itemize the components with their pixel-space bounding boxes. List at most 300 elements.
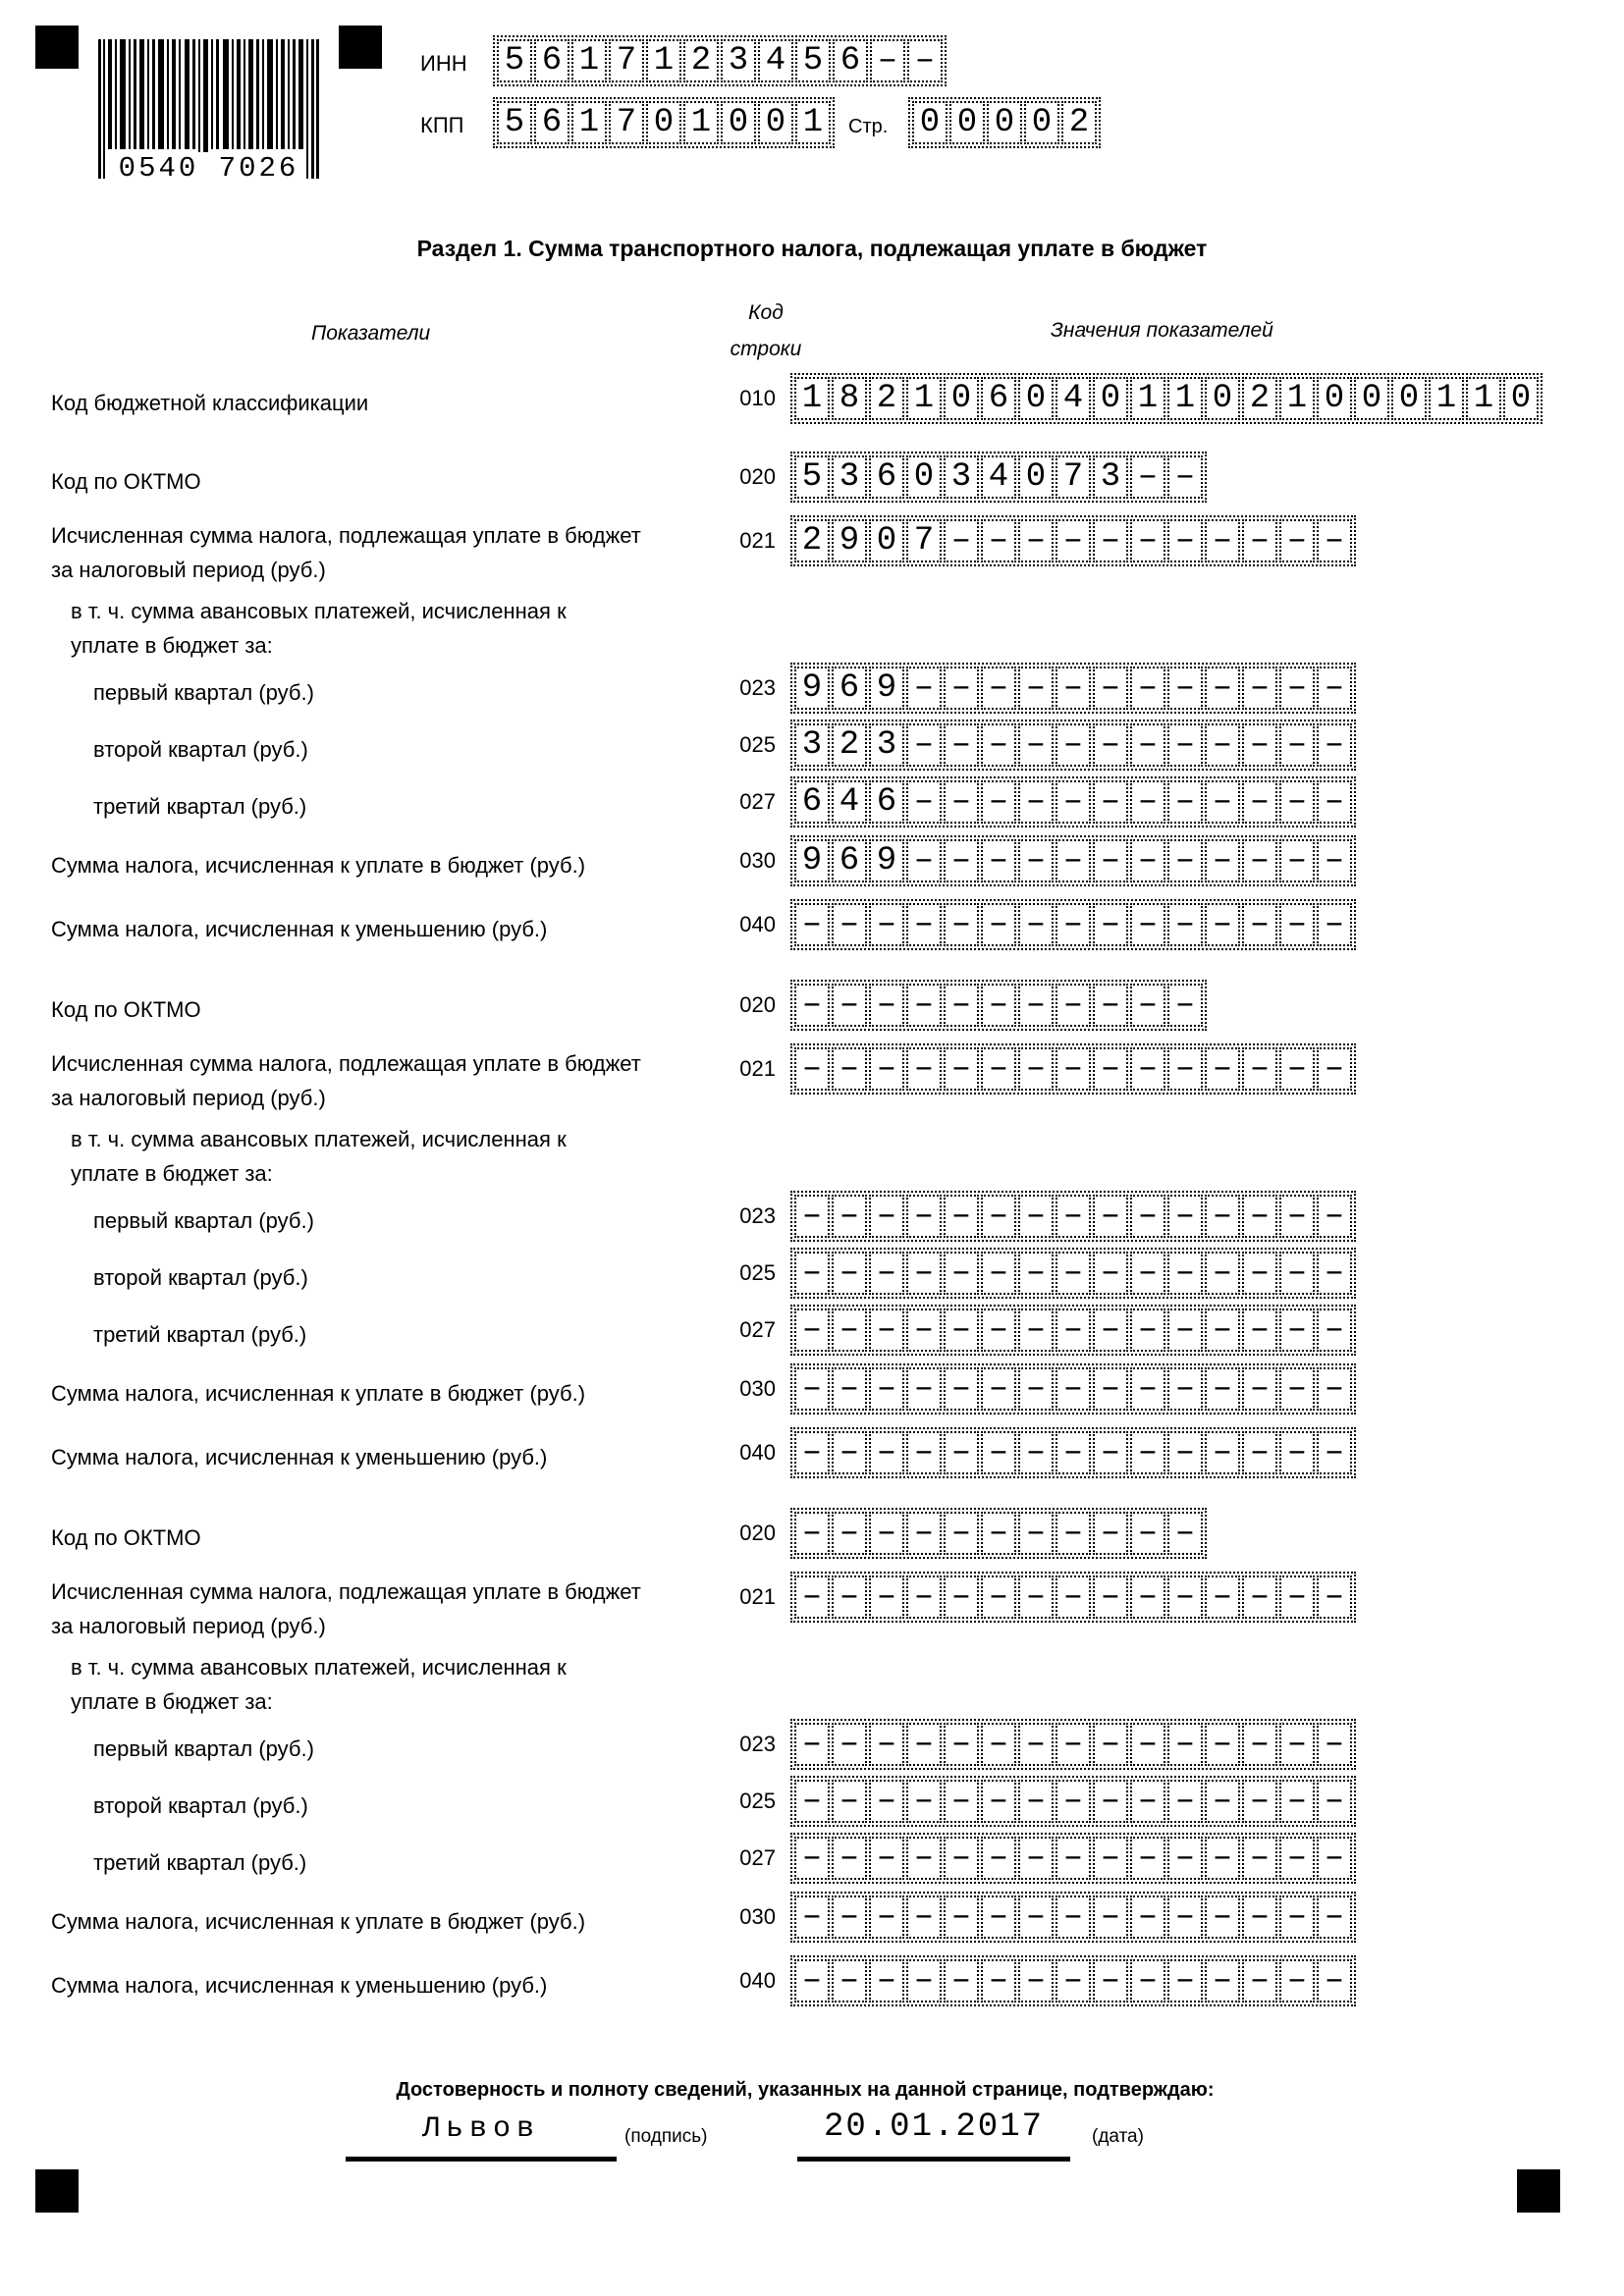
- char-cell: –: [1167, 1896, 1203, 1939]
- row-label: [51, 1968, 547, 2002]
- char-cell: –: [1242, 723, 1277, 767]
- char-cell: –: [1018, 1575, 1054, 1619]
- line-code: 020: [739, 464, 776, 489]
- char-cell: –: [1242, 903, 1277, 946]
- char-cell: –: [1317, 903, 1352, 946]
- row-label: [51, 1376, 585, 1411]
- char-cell: –: [1018, 1431, 1054, 1474]
- char-cell: –: [981, 1723, 1016, 1766]
- row-label-line: третий квартал (руб.): [93, 1322, 307, 1347]
- row-label-line: Сумма налога, исчисленная к уплате в бюджет (руб.): [51, 1909, 586, 1934]
- row-label: [93, 1732, 314, 1766]
- char-cell: –: [1056, 839, 1091, 882]
- form-barcode: [98, 39, 319, 185]
- char-cell: –: [1242, 1308, 1277, 1352]
- row-label-line: второй квартал (руб.): [93, 1265, 308, 1290]
- row-label: [51, 518, 641, 587]
- char-cell: 1: [794, 377, 830, 420]
- row-label-line: первый квартал (руб.): [93, 680, 314, 705]
- value-field-030: [790, 1363, 1356, 1415]
- char-cell: –: [1056, 1512, 1091, 1555]
- char-cell: –: [1056, 1837, 1091, 1880]
- char-cell: 3: [944, 455, 979, 499]
- char-cell: –: [944, 984, 979, 1027]
- char-cell: 9: [794, 839, 830, 882]
- char-cell: –: [981, 903, 1016, 946]
- value-field-020: [790, 452, 1207, 503]
- barcode-digits: [98, 152, 319, 185]
- row-label: [51, 1904, 585, 1939]
- char-cell: –: [1242, 519, 1277, 562]
- value-field-023: [790, 663, 1356, 714]
- row-label-line: уплате в бюджет за:: [71, 1689, 273, 1714]
- char-cell: –: [869, 1575, 904, 1619]
- char-cell: –: [1205, 903, 1240, 946]
- char-cell: –: [1167, 1575, 1203, 1619]
- column-header-values: Значения показателей: [1051, 319, 1273, 342]
- line-code: 040: [739, 912, 776, 936]
- value-field-023: [790, 1719, 1356, 1770]
- char-cell: 3: [832, 455, 867, 499]
- row-label-line: Код по ОКТМО: [51, 469, 201, 494]
- row-label: [51, 386, 368, 420]
- char-cell: –: [981, 1896, 1016, 1939]
- char-cell: –: [1093, 1575, 1128, 1619]
- kpp-label: КПП: [420, 113, 464, 137]
- char-cell: –: [1205, 1252, 1240, 1295]
- row-label-line: Исчисленная сумма налога, подлежащая уплате в бюджет: [51, 523, 641, 548]
- row-label-line: Исчисленная сумма налога, подлежащая уплате в бюджет: [51, 1579, 641, 1604]
- char-cell: –: [832, 903, 867, 946]
- char-cell: –: [1130, 667, 1165, 710]
- char-cell: 9: [869, 667, 904, 710]
- char-cell: –: [1205, 1959, 1240, 2002]
- char-cell: 6: [869, 780, 904, 824]
- char-cell: –: [944, 1367, 979, 1411]
- char-cell: –: [1242, 839, 1277, 882]
- char-cell: –: [1279, 839, 1315, 882]
- char-cell: –: [1093, 723, 1128, 767]
- char-cell: –: [1167, 903, 1203, 946]
- line-code: 023: [739, 1203, 776, 1228]
- char-cell: –: [981, 1431, 1016, 1474]
- char-cell: –: [869, 1959, 904, 2002]
- char-cell: –: [1205, 1047, 1240, 1091]
- char-cell: –: [1279, 1252, 1315, 1295]
- char-cell: 3: [1093, 455, 1128, 499]
- char-cell: 6: [534, 101, 569, 144]
- line-code: 020: [739, 1521, 776, 1545]
- char-cell: –: [1317, 1959, 1352, 2002]
- char-cell: –: [1130, 519, 1165, 562]
- char-cell: –: [1317, 1308, 1352, 1352]
- char-cell: 0: [1205, 377, 1240, 420]
- char-cell: –: [1167, 780, 1203, 824]
- char-cell: –: [981, 1367, 1016, 1411]
- column-header-indicators: Показатели: [311, 322, 431, 345]
- char-cell: –: [1130, 903, 1165, 946]
- char-cell: –: [1167, 1252, 1203, 1295]
- char-cell: –: [869, 1780, 904, 1823]
- char-cell: –: [1093, 1308, 1128, 1352]
- row-label-line: в т. ч. сумма авансовых платежей, исчисленная к: [71, 599, 567, 623]
- char-cell: –: [1317, 519, 1352, 562]
- char-cell: –: [1205, 1837, 1240, 1880]
- row-label: [71, 1650, 567, 1719]
- char-cell: 0: [1503, 377, 1539, 420]
- char-cell: –: [1167, 455, 1203, 499]
- char-cell: –: [1093, 1723, 1128, 1766]
- char-cell: –: [1205, 1575, 1240, 1619]
- char-cell: 8: [832, 377, 867, 420]
- char-cell: –: [1056, 1047, 1091, 1091]
- char-cell: –: [794, 984, 830, 1027]
- char-cell: –: [869, 1512, 904, 1555]
- char-cell: –: [1056, 780, 1091, 824]
- char-cell: 6: [869, 455, 904, 499]
- char-cell: 2: [794, 519, 830, 562]
- char-cell: –: [906, 903, 942, 946]
- char-cell: –: [1317, 1575, 1352, 1619]
- char-cell: –: [1279, 780, 1315, 824]
- value-field-021: [790, 515, 1356, 566]
- char-cell: –: [1205, 667, 1240, 710]
- line-code: 030: [739, 848, 776, 873]
- char-cell: –: [906, 1959, 942, 2002]
- char-cell: –: [1167, 984, 1203, 1027]
- column-header-line-code: [712, 294, 820, 367]
- char-cell: –: [944, 1252, 979, 1295]
- char-cell: –: [1317, 1431, 1352, 1474]
- char-cell: –: [981, 1575, 1016, 1619]
- char-cell: 4: [981, 455, 1016, 499]
- row-label-line: Сумма налога, исчисленная к уменьшению (руб.): [51, 1445, 548, 1469]
- char-cell: –: [1056, 723, 1091, 767]
- section-title: Раздел 1. Сумма транспортного налога, подлежащая уплате в бюджет: [416, 236, 1208, 261]
- char-cell: –: [832, 1308, 867, 1352]
- row-label: [51, 1521, 201, 1555]
- char-cell: –: [1167, 839, 1203, 882]
- char-cell: –: [944, 1959, 979, 2002]
- char-cell: 2: [1061, 101, 1097, 144]
- char-cell: –: [1130, 984, 1165, 1027]
- value-field-025: [790, 1776, 1356, 1827]
- value-field-027: [790, 1305, 1356, 1356]
- char-cell: –: [1093, 1837, 1128, 1880]
- char-cell: –: [906, 1431, 942, 1474]
- char-cell: –: [1130, 455, 1165, 499]
- row-label-line: Сумма налога, исчисленная к уплате в бюджет (руб.): [51, 853, 586, 878]
- char-cell: 3: [794, 723, 830, 767]
- line-code: 030: [739, 1904, 776, 1929]
- char-cell: 6: [833, 39, 868, 82]
- value-field-020: [790, 980, 1207, 1031]
- row-label-line: Код бюджетной классификации: [51, 391, 369, 415]
- char-cell: 1: [1279, 377, 1315, 420]
- char-cell: –: [1242, 1195, 1277, 1238]
- char-cell: –: [944, 1837, 979, 1880]
- char-cell: –: [1130, 1308, 1165, 1352]
- char-cell: –: [1093, 667, 1128, 710]
- char-cell: –: [1317, 839, 1352, 882]
- value-field-020: [790, 1508, 1207, 1559]
- char-cell: –: [1242, 1723, 1277, 1766]
- char-cell: –: [869, 1308, 904, 1352]
- char-cell: –: [869, 984, 904, 1027]
- char-cell: –: [906, 1252, 942, 1295]
- row-label-line: третий квартал (руб.): [93, 794, 307, 819]
- line-code: 027: [739, 1845, 776, 1870]
- row-label-line: за налоговый период (руб.): [51, 1614, 326, 1638]
- char-cell: –: [1317, 1780, 1352, 1823]
- char-cell: 1: [1429, 377, 1464, 420]
- row-label-line: Сумма налога, исчисленная к уменьшению (руб.): [51, 1973, 548, 1998]
- value-field-040: [790, 1427, 1356, 1478]
- char-cell: –: [1018, 1367, 1054, 1411]
- value-field-021: [790, 1572, 1356, 1623]
- row-label: [93, 1317, 306, 1352]
- char-cell: –: [832, 1195, 867, 1238]
- char-cell: 5: [497, 101, 532, 144]
- value-field-030: [790, 835, 1356, 886]
- char-cell: –: [1130, 1047, 1165, 1091]
- char-cell: –: [981, 1837, 1016, 1880]
- char-cell: –: [1056, 1723, 1091, 1766]
- char-cell: –: [1093, 1512, 1128, 1555]
- char-cell: –: [1167, 1195, 1203, 1238]
- char-cell: –: [1018, 723, 1054, 767]
- char-cell: –: [1130, 780, 1165, 824]
- char-cell: –: [944, 1431, 979, 1474]
- char-cell: –: [944, 839, 979, 882]
- char-cell: 2: [683, 39, 719, 82]
- signature-line: [346, 2157, 617, 2162]
- char-cell: –: [1167, 1367, 1203, 1411]
- char-cell: –: [906, 1308, 942, 1352]
- char-cell: –: [1130, 1780, 1165, 1823]
- char-cell: –: [944, 1308, 979, 1352]
- char-cell: –: [906, 1780, 942, 1823]
- row-label: [93, 1789, 308, 1823]
- char-cell: –: [1279, 1723, 1315, 1766]
- char-cell: –: [1056, 1252, 1091, 1295]
- char-cell: 7: [1056, 455, 1091, 499]
- char-cell: 0: [987, 101, 1022, 144]
- char-cell: –: [1056, 667, 1091, 710]
- char-cell: –: [981, 1959, 1016, 2002]
- char-cell: –: [832, 984, 867, 1027]
- char-cell: –: [906, 723, 942, 767]
- char-cell: –: [1317, 667, 1352, 710]
- char-cell: 0: [1093, 377, 1128, 420]
- row-label-line: уплате в бюджет за:: [71, 633, 273, 658]
- char-cell: 0: [646, 101, 681, 144]
- row-label: [93, 675, 314, 710]
- char-cell: –: [944, 1512, 979, 1555]
- char-cell: –: [870, 39, 905, 82]
- char-cell: –: [906, 839, 942, 882]
- signature-caption: (подпись): [624, 2126, 708, 2147]
- barcode-number: 0540 7026: [118, 152, 299, 185]
- char-cell: –: [1317, 723, 1352, 767]
- char-cell: –: [1056, 903, 1091, 946]
- char-cell: 0: [869, 519, 904, 562]
- char-cell: –: [944, 723, 979, 767]
- row-label-line: второй квартал (руб.): [93, 737, 308, 762]
- char-cell: –: [869, 1195, 904, 1238]
- char-cell: –: [906, 1367, 942, 1411]
- row-label: [93, 789, 306, 824]
- kpp-field: [493, 97, 835, 148]
- char-cell: –: [794, 1896, 830, 1939]
- line-code: 025: [739, 1789, 776, 1813]
- char-cell: –: [1317, 1195, 1352, 1238]
- char-cell: –: [794, 1308, 830, 1352]
- char-cell: –: [1056, 1308, 1091, 1352]
- page-number-label: Стр.: [848, 116, 889, 137]
- char-cell: –: [1205, 1896, 1240, 1939]
- value-field-040: [790, 899, 1356, 950]
- char-cell: –: [832, 1723, 867, 1766]
- row-label-line: за налоговый период (руб.): [51, 1086, 326, 1110]
- char-cell: 2: [869, 377, 904, 420]
- char-cell: 3: [869, 723, 904, 767]
- char-cell: –: [1130, 1723, 1165, 1766]
- row-label: [51, 848, 585, 882]
- line-code: 040: [739, 1968, 776, 1993]
- char-cell: –: [1018, 1195, 1054, 1238]
- row-label-line: первый квартал (руб.): [93, 1736, 314, 1761]
- char-cell: –: [1056, 1195, 1091, 1238]
- char-cell: 1: [1167, 377, 1203, 420]
- char-cell: –: [981, 723, 1016, 767]
- char-cell: –: [1056, 1780, 1091, 1823]
- row-label-line: Код по ОКТМО: [51, 1525, 201, 1550]
- line-code: 030: [739, 1376, 776, 1401]
- char-cell: –: [1018, 1896, 1054, 1939]
- char-cell: 4: [832, 780, 867, 824]
- char-cell: –: [1130, 1195, 1165, 1238]
- char-cell: –: [1130, 1512, 1165, 1555]
- line-code: 020: [739, 992, 776, 1017]
- char-cell: –: [794, 1047, 830, 1091]
- char-cell: –: [1279, 1367, 1315, 1411]
- char-cell: –: [944, 519, 979, 562]
- char-cell: –: [1279, 1780, 1315, 1823]
- char-cell: 5: [497, 39, 532, 82]
- char-cell: –: [1205, 723, 1240, 767]
- value-field-027: [790, 1833, 1356, 1884]
- char-cell: –: [1093, 1780, 1128, 1823]
- line-code: 025: [739, 1260, 776, 1285]
- char-cell: –: [832, 1431, 867, 1474]
- row-label-line: Исчисленная сумма налога, подлежащая уплате в бюджет: [51, 1051, 641, 1076]
- char-cell: –: [944, 780, 979, 824]
- char-cell: –: [794, 1575, 830, 1619]
- column-header-line-code-line1: Код: [748, 301, 784, 324]
- row-label: [71, 1122, 567, 1191]
- char-cell: 4: [1056, 377, 1091, 420]
- char-cell: –: [1167, 1837, 1203, 1880]
- char-cell: –: [1018, 1723, 1054, 1766]
- inn-label: ИНН: [420, 51, 467, 76]
- char-cell: 6: [832, 667, 867, 710]
- char-cell: –: [794, 1367, 830, 1411]
- char-cell: –: [981, 984, 1016, 1027]
- char-cell: 6: [981, 377, 1016, 420]
- char-cell: –: [906, 1512, 942, 1555]
- row-label-line: второй квартал (руб.): [93, 1793, 308, 1818]
- char-cell: –: [1093, 519, 1128, 562]
- char-cell: –: [1167, 1308, 1203, 1352]
- char-cell: 1: [906, 377, 942, 420]
- char-cell: –: [1317, 1047, 1352, 1091]
- char-cell: –: [794, 1431, 830, 1474]
- char-cell: 0: [758, 101, 793, 144]
- char-cell: –: [1242, 1780, 1277, 1823]
- char-cell: –: [1167, 1723, 1203, 1766]
- char-cell: –: [1018, 1780, 1054, 1823]
- char-cell: –: [869, 1896, 904, 1939]
- char-cell: –: [1279, 1195, 1315, 1238]
- char-cell: –: [1242, 1959, 1277, 2002]
- char-cell: –: [1130, 1367, 1165, 1411]
- char-cell: 1: [646, 39, 681, 82]
- char-cell: –: [906, 1047, 942, 1091]
- char-cell: –: [832, 1837, 867, 1880]
- char-cell: –: [869, 1837, 904, 1880]
- row-label: [51, 992, 201, 1027]
- char-cell: –: [1056, 1367, 1091, 1411]
- char-cell: –: [832, 1367, 867, 1411]
- char-cell: –: [1205, 839, 1240, 882]
- char-cell: –: [1205, 1780, 1240, 1823]
- char-cell: –: [1093, 1367, 1128, 1411]
- char-cell: –: [906, 667, 942, 710]
- char-cell: –: [944, 1896, 979, 1939]
- char-cell: 0: [721, 101, 756, 144]
- char-cell: 1: [795, 101, 831, 144]
- char-cell: –: [1167, 519, 1203, 562]
- char-cell: 0: [949, 101, 985, 144]
- line-code: 010: [739, 386, 776, 410]
- char-cell: –: [1130, 1837, 1165, 1880]
- char-cell: –: [1242, 1896, 1277, 1939]
- char-cell: –: [1205, 780, 1240, 824]
- char-cell: –: [1093, 780, 1128, 824]
- char-cell: 6: [794, 780, 830, 824]
- char-cell: –: [1093, 1047, 1128, 1091]
- char-cell: –: [1205, 1431, 1240, 1474]
- char-cell: –: [1205, 1723, 1240, 1766]
- char-cell: –: [1242, 1431, 1277, 1474]
- char-cell: –: [944, 903, 979, 946]
- char-cell: –: [944, 1780, 979, 1823]
- row-label-line: в т. ч. сумма авансовых платежей, исчисленная к: [71, 1127, 567, 1151]
- line-code: 027: [739, 1317, 776, 1342]
- char-cell: –: [1056, 519, 1091, 562]
- char-cell: –: [1279, 1047, 1315, 1091]
- value-field-025: [790, 720, 1356, 771]
- char-cell: –: [1093, 903, 1128, 946]
- char-cell: –: [832, 1047, 867, 1091]
- char-cell: –: [1317, 780, 1352, 824]
- char-cell: 9: [794, 667, 830, 710]
- char-cell: 7: [609, 101, 644, 144]
- char-cell: –: [1317, 1896, 1352, 1939]
- char-cell: –: [1279, 1308, 1315, 1352]
- char-cell: –: [1242, 1575, 1277, 1619]
